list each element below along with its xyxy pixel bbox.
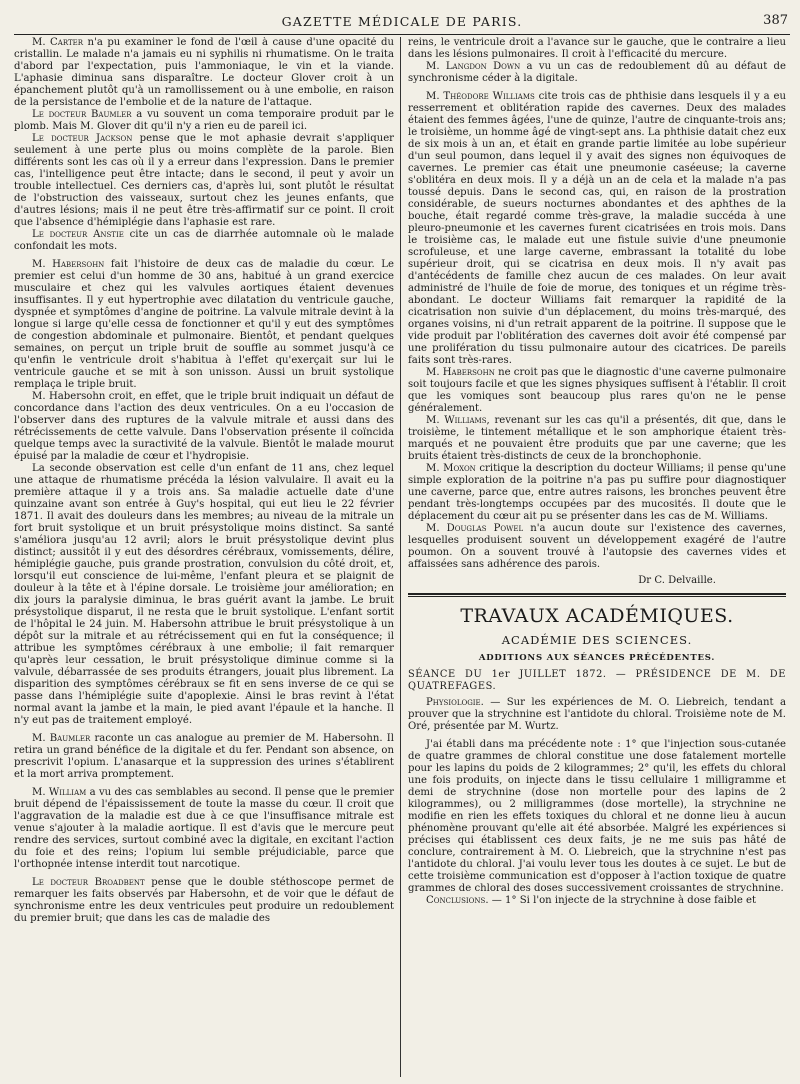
paragraph bbox=[408, 415, 786, 463]
paragraph-text: cite un cas de diarrhée automnale où le malade confondait les mots. bbox=[14, 229, 395, 252]
speaker-name: M. Langdon Down bbox=[426, 61, 521, 72]
paragraph bbox=[14, 463, 394, 727]
paragraph-text: a vu souvent un coma temporaire produit par le plomb. Mais M. Glover dit qu'il n'y a rien eu de pareil ici. bbox=[14, 109, 394, 132]
paragraph-text: cite trois cas de phthisie dans lesquels il y a eu resserrement et oblitération rapide des cavernes. Deux des malades étaient des femmes âgées, l'une de quinze, l'autre de cinquante-trois ans; le troisième, un homme âgé de vingt-sept ans. La phthisie datait chez eux de six mois à un an, et était en grande partie limitée au lobe supérieur d'un seul poumon, dans lequel il y avait des signes non équivoques de cavernes. Le premier cas était une pneumonie caséeuse; la caverne s'oblitéra en deux mois. Il y a déjà un an de cela et la malade n'a pas toussé depuis. Dans le second cas, qui, en raison de la prostration considérable, de sueurs nocturnes abondantes et des aphthes de la bouche, était regardé comme très-grave, la maladie succéda à une pleuro-pneumonie et les cavernes furent cicatrisées en trois mois. Dans le troisième cas, le malade eut une fistule suivie d'une pneumonie scrofuleuse, et une large caverne, embrassant la totalité du lobe supérieur droit, qui se cicatrisa en deux mois. Il n'y avait pas d'antécédents de famille chez aucun de ces malades. On leur avait administré de l'huile de foie de morue, des toniques et un régime très-abondant. Le docteur Williams fait remarquer la rapidité de la cicatrisation non suivie d'un déplacement, du moins très-marqué, des organes voisins, ni d'un retrait apparent de la poitrine. Il suppose que le vide produit par l'oblitération des cavernes doit avoir été compensé par une prolifération du tissu pulmonaire autour des cicatrices. De pareils faits sont très-rares. bbox=[408, 91, 786, 366]
speaker-name: Le docteur Broadbent bbox=[32, 877, 145, 888]
paragraph bbox=[408, 367, 786, 415]
speaker-name: Le docteur Anstie bbox=[32, 229, 124, 240]
speaker-name: M. Williams bbox=[426, 415, 487, 426]
paragraph-text: ne croit pas que le diagnostic d'une caverne pulmonaire soit toujours facile et que les signes physiques suffisent à l'établir. Il croit que les vomiques sont beaucoup plus rares qu'on ne le pense généralement. bbox=[408, 367, 786, 414]
left-column bbox=[14, 37, 400, 1077]
speaker-name: M. Carter bbox=[32, 37, 84, 48]
paragraph bbox=[14, 391, 394, 463]
paragraph-text: reins, le ventricule droit a l'avance sur le gauche, que le contraire a lieu dans les lésions pulmonaires. Il croit à l'efficacité du mercure. bbox=[408, 37, 786, 60]
section-rule-thin bbox=[408, 596, 786, 597]
paragraph-text: — 1° Si l'on injecte de la strychnine à dose faible et bbox=[488, 894, 757, 906]
speaker-name: M. William bbox=[32, 787, 87, 798]
speaker-name: Physiologie. bbox=[426, 696, 484, 708]
paragraph bbox=[408, 697, 786, 733]
session-line: SÉANCE DU 1er JUILLET 1872. — PRÉSIDENCE DE M. DE QUATREFAGES. bbox=[408, 669, 786, 693]
section-rule-thick bbox=[408, 593, 786, 595]
speaker-name: Conclusions. bbox=[426, 894, 489, 906]
paragraph-text: critique la description du docteur Williams; il pense qu'une simple exploration de la poitrine n'a pas pu suffire pour diagnostiquer une caverne, parce que, entre autres raisons, les bronches peuvent être pendant très-longtemps occupées par des mucosités. Il doute que le déplacement du cœur ait pu se présenter dans les cas de M. Williams. bbox=[408, 463, 786, 522]
paragraph-text: fait l'histoire de deux cas de maladie du cœur. Le premier est celui d'un homme de 30 ans, habitué à un grand exercice musculaire et chez qui les valvules aortiques étaient devenues insuffisantes. Il y eut hypertrophie avec dilatation du ventricule gauche, dyspnée et symptômes d'angine de poitrine. La valvule mitrale devint à la longue si large qu'elle cessa de fonctionner et qu'il y eut des symptômes de congestion abdominale et pulmonaire. Bientôt, et pendant quelques semaines, on perçut un triple bruit de souffle au sommet jusqu'à ce qu'enfin le ventricule droit s'habitua à l'effet qu'exerçait sur lui le ventricule gauche et se mit à son unisson. Aussi un bruit systolique remplaça le triple bruit. bbox=[14, 259, 394, 390]
academy-heading: ACADÉMIE DES SCIENCES. bbox=[501, 632, 693, 647]
speaker-name: M. Moxon bbox=[426, 463, 476, 474]
paragraph bbox=[14, 37, 394, 109]
page-header bbox=[14, 0, 790, 35]
paragraph bbox=[14, 109, 394, 133]
speaker-name: M. Baumler bbox=[32, 733, 91, 744]
paragraph bbox=[14, 259, 394, 391]
paragraph-text: pense que le mot aphasie devrait s'appliquer seulement à une perte plus ou moins complète de la parole. Bien différents sont les cas où il y a erreur dans l'expression. Dans le premier cas, l'intelligence peut être intacte; dans le second, il peut y avoir un trouble intellectuel. Ces derniers cas, d'après lui, sont plutôt le résultat de l'obstruction des vaisseaux, surtout chez les jeunes enfants, que d'autres lésions; mais il ne peut être très-affirmatif sur ce point. Il croit que l'absence d'hémiplégie dans l'aphasie est rare. bbox=[14, 133, 394, 228]
paragraph-text: M. Habersohn croit, en effet, que le triple bruit indiquait un défaut de concordance dans l'action des deux ventricules. On a eu l'occasion de l'observer dans des ruptures de la valvule mitrale et aussi dans des rétrécissements de cette valvule. Dans l'observation présente il coïncida quelque temps avec la suractivité de la valvule. Bientôt le malade mourut épuisé par la maladie de cœur et l'hydropisie. bbox=[14, 391, 394, 462]
speaker-name: M. Habersohn bbox=[426, 367, 495, 378]
author-signature: Dr C. Delvaille. bbox=[638, 575, 716, 586]
paragraph bbox=[408, 895, 786, 907]
right-column bbox=[400, 37, 786, 1077]
journal-title: GAZETTE MÉDICALE DE PARIS. bbox=[281, 14, 523, 29]
page-number: 387 bbox=[763, 13, 788, 28]
speaker-name: M. Théodore Williams bbox=[426, 91, 535, 102]
society-report-continued bbox=[408, 37, 786, 571]
paragraph-text: pense que le double stéthoscope permet de remarquer les faits observés par Habersohn, et de voir que le défaut de synchronisme entre les deux ventricules peut produire un redoublement du premier bruit; que dans les cas de maladie des bbox=[14, 877, 394, 924]
paragraph-text: — Sur les expériences de M. O. Liebreich, tendant a prouver que la strychnine est l'antidote du chloral. Troisième note de M. Oré, présentée par M. Wurtz. bbox=[408, 696, 786, 732]
paragraph bbox=[14, 877, 394, 925]
paragraph-text: La seconde observation est celle d'un enfant de 11 ans, chez lequel une attaque de rhumatisme précéda la lésion valvulaire. Il avait eu la première attaque il y a trois ans. Sa maladie actuelle date d'une quinzaine avant son entrée à Guy's hospital, qui eut lieu le 22 février 1871. Il avait des douleurs dans les membres; au niveau de la mitrale un fort bruit systolique et un bruit présystolique moins distinct. Sa santé s'améliora jusqu'au 12 avril; alors le bruit présystolique devint plus distinct; aussitôt il y eut des désordres cérébraux, vomissements, délire, hémiplégie gauche, puis grande prostration, convulsion du côté droit, et, lorsqu'il eut conscience de lui-même, l'enfant pleura et se plaignit de douleur à la tête et à l'épine dorsale. Le troisième jour amélioration; en dix jours la paralysie diminua, le bras guérit avant la jambe. Le bruit présystolique disparut, il ne resta que le bruit systolique. L'enfant sortit de l'hôpital le 24 juin. M. Habersohn attribue le bruit présystolique à un dépôt sur la mitrale et au rétrécissement qui en fut la conséquence; il attribue les symptômes cérébraux à une embolie; il fait remarquer qu'après leur cessation, le bruit présystolique diminue comme si la valvule, débarrassée de ses produits étrangers, jouait plus librement. La disparition des symptômes cérébraux se fit en sens inverse de ce qui se passe dans l'hémiplégie suite d'apoplexie. Ainsi le bras revint à l'état normal avant la jambe et la main, le pied avant l'épaule et la hanche. Il n'y eut pas de traitement employé. bbox=[14, 463, 394, 726]
academy-report bbox=[408, 697, 786, 907]
paragraph-text: a vu des cas semblables au second. Il pense que le premier bruit dépend de l'épaississement de toute la masse du cœur. Il croit que l'aggravation de la maladie est due à ce que l'insuffisance mitrale est venue s'ajouter à la maladie aortique. Il est d'avis que le mercure peut rendre des services, surtout combiné avec la digitale, en excitant l'action du foie et des reins; l'opium lui semble préjudiciable, parce que l'orthopnée intense interdit tout narcotique. bbox=[14, 787, 394, 870]
speaker-name: Le docteur Jackson bbox=[32, 133, 133, 144]
paragraph bbox=[14, 133, 394, 229]
paragraph bbox=[14, 787, 394, 871]
paragraph bbox=[14, 229, 394, 253]
paragraph bbox=[14, 733, 394, 781]
speaker-name: Le docteur Baumler bbox=[32, 109, 132, 120]
additions-heading: ADDITIONS AUX SÉANCES PRÉCÉDENTES. bbox=[478, 653, 716, 664]
paragraph bbox=[408, 739, 786, 895]
speaker-name: M. Habersohn bbox=[32, 259, 105, 270]
paragraph bbox=[408, 463, 786, 523]
paragraph-text: n'a pu examiner le fond de l'œil à cause d'une opacité du cristallin. Le malade n'a jamais eu ni syphilis ni rhumatisme. On le traita d'abord par l'expectation, puis l'ammoniaque, le vin et la viande. L'aphasie diminua sans disparaître. Le docteur Glover croit à un épanchement plutôt qu'à un ramollissement ou à une embolie, en raison de la persistance de l'embolie et de la nature de l'attaque. bbox=[14, 37, 394, 108]
two-column-body bbox=[14, 37, 790, 1077]
paragraph bbox=[408, 523, 786, 571]
paragraph-text: J'ai établi dans ma précédente note : 1° que l'injection sous-cutanée de quatre grammes de chloral constitue une dose fatalement mortelle pour les lapins du poids de 2 kilogrammes; 2° qu'il, les effets du chloral une fois produits, on injecte dans le tissu cellulaire 1 milligramme et demi de strychnine (dose non mortelle pour des lapins de 2 kilogrammes), ou 2 milligrammes (dose mortelle), la strychnine ne modifie en rien les effets toxiques du chloral et ne donne lieu à aucun phénomène prouvant qu'elle ait été absorbée. Malgré les expériences si précises qui établissent ces deux faits, je ne me suis pas hâté de conclure, contrairement à M. O. Liebreich, que la strychnine n'est pas l'antidote du chloral. J'ai voulu lever tous les doutes à ce sujet. Le but de cette troisième communication est d'opposer à l'action toxique de quatre grammes de chloral des doses successivement croissantes de strychnine. bbox=[408, 738, 786, 894]
paragraph-text: a vu un cas de redoublement dû au défaut de synchronisme céder à la digitale. bbox=[408, 61, 786, 84]
paragraph bbox=[408, 61, 786, 85]
paragraph-text: , revenant sur les cas qu'il a présentés, dit que, dans le troisième, le tintement métallique et le son amphorique étaient très-marqués et ne pouvaient être produits que par une caverne; que les bruits étaient très-distincts de ceux de la bronchophonie. bbox=[408, 415, 786, 462]
paragraph bbox=[408, 91, 786, 367]
speaker-name: M. Douglas Powel bbox=[426, 523, 524, 534]
section-heading: TRAVAUX ACADÉMIQUES. bbox=[460, 605, 734, 627]
paragraph-text: n'a aucun doute sur l'existence des cavernes, lesquelles produisent souvent un développement exagéré de l'autre poumon. On a souvent trouvé à l'autopsie des cavernes vides et affaissées sans adhérence des parois. bbox=[408, 523, 786, 570]
paragraph-text: raconte un cas analogue au premier de M. Habersohn. Il retira un grand bénéfice de la digitale et du fer. Pendant son absence, on prescrivit l'opium. L'anasarque et la suppression des urines s'établirent et la mort arriva promptement. bbox=[14, 733, 394, 780]
paragraph bbox=[408, 37, 786, 61]
